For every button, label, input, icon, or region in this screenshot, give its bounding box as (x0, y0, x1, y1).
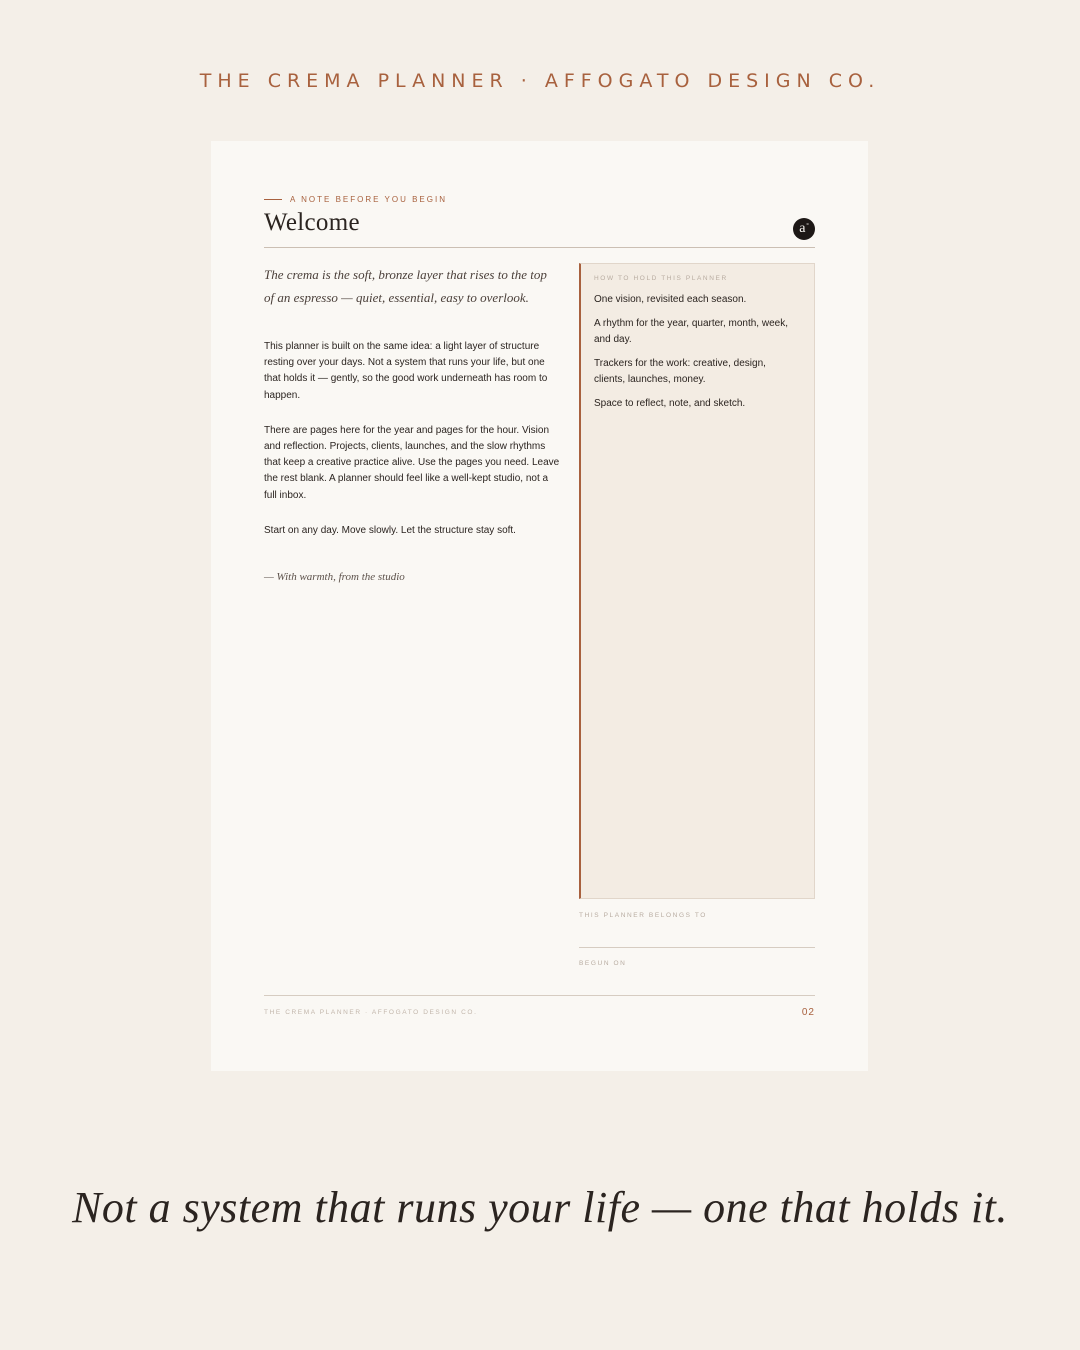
lead-paragraph: The crema is the soft, bronze layer that rises to the top of an espresso — quiet, essential, easy to overlook. (264, 267, 547, 305)
eyebrow-rule (264, 199, 282, 200)
sidebar-list (594, 292, 799, 420)
page-title: Welcome (264, 209, 360, 236)
page-number: 02 (801, 1007, 815, 1018)
title-divider (264, 247, 815, 248)
body-paragraph: This planner is built on the same idea: a light layer of structure resting over your days. Not a system that runs your life, but one that holds it — gently, so the good work underneath has room to happen. (264, 341, 548, 401)
brand-logo-icon (793, 218, 815, 240)
sidebar-panel (579, 263, 815, 899)
brand-header: THE CREMA PLANNER · AFFOGATO DESIGN CO. (199, 70, 881, 92)
begun-on-label: BEGUN ON (579, 960, 627, 967)
belongs-to-label: THIS PLANNER BELONGS TO (579, 912, 707, 919)
eyebrow-text: A NOTE BEFORE YOU BEGIN (290, 195, 447, 204)
sidebar-label: HOW TO HOLD THIS PLANNER (594, 275, 728, 282)
planner-page (211, 141, 868, 1071)
sidebar-item: One vision, revisited each season. (594, 294, 747, 305)
begun-on-field[interactable] (579, 960, 815, 996)
sidebar-item: Space to reflect, note, and sketch. (594, 398, 746, 409)
signoff: — With warmth, from the studio (264, 571, 405, 584)
sidebar-item: Trackers for the work: creative, design, clients, launches, money. (594, 358, 766, 385)
letter-column (264, 263, 560, 583)
logo-mark: ° (806, 223, 809, 229)
belongs-to-field[interactable] (579, 912, 815, 948)
footer-divider (264, 995, 815, 996)
logo-letter: a (799, 221, 806, 236)
sidebar-item: A rhythm for the year, quarter, month, week, and day. (594, 318, 788, 345)
body-paragraph: Start on any day. Move slowly. Let the structure stay soft. (264, 524, 516, 536)
eyebrow (264, 195, 447, 204)
tagline: Not a system that runs your life — one that holds it. (72, 1183, 1008, 1232)
footer-brand: THE CREMA PLANNER · AFFOGATO DESIGN CO. (264, 1009, 478, 1016)
body-paragraph: There are pages here for the year and pages for the hour. Vision and reflection. Projects, clients, launches, and the slow rhythms that keep a creative practice alive. Use the pages you need. Leave the rest blank. A planner should feel like a well-kept studio, not a full inbox. (264, 424, 560, 501)
